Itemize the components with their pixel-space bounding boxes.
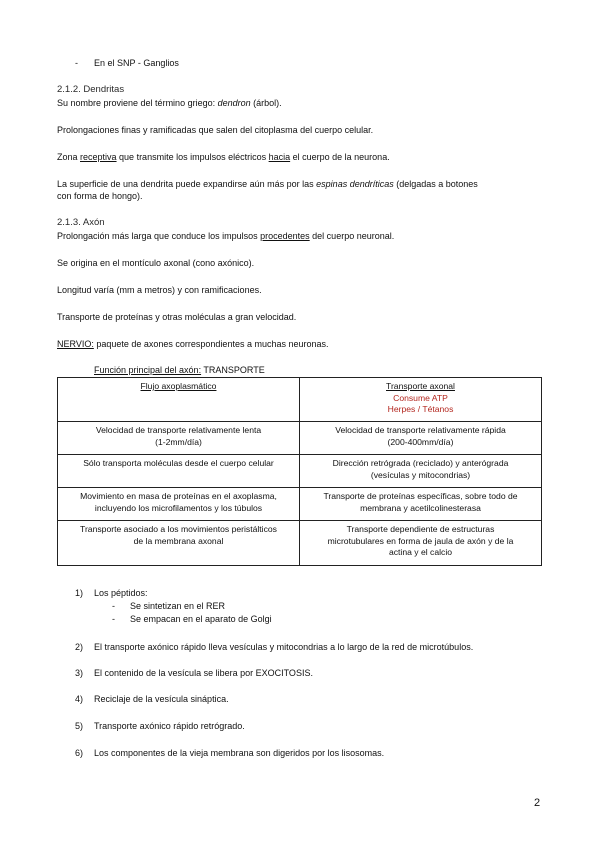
- step-number: 2): [75, 642, 84, 652]
- comparison-table: [57, 377, 542, 566]
- axon-paragraph-4: Transporte de proteínas y otras moléculas a gran velocidad.: [57, 312, 297, 322]
- table-cell: Transporte asociado a los movimientos peristálticos de la membrana axonal: [58, 521, 300, 566]
- table-row: [58, 455, 542, 488]
- intro-bullet-text: En el SNP - Ganglios: [94, 58, 179, 68]
- table-header-cell: Transporte axonal Consume ATP Herpes / Tétanos: [300, 378, 542, 422]
- step-text: Reciclaje de la vesícula sináptica.: [94, 694, 229, 704]
- table-row: [58, 422, 542, 455]
- table-cell: Transporte de proteínas específicas, sobre todo de membrana y acetilcolinesterasa: [300, 488, 542, 521]
- table-cell: Movimiento en masa de proteínas en el axoplasma, incluyendo los microfilamentos y los túbulos: [58, 488, 300, 521]
- table-header-cell: Flujo axoplasmático: [58, 378, 300, 422]
- table-cell: Sólo transporta moléculas desde el cuerpo celular: [58, 455, 300, 488]
- step-number: 3): [75, 668, 84, 678]
- table-row: [58, 488, 542, 521]
- table-header-row: [58, 378, 542, 422]
- step-text: Los péptidos:: [94, 588, 148, 598]
- dendritas-paragraph-3-line-2: con forma de hongo).: [57, 191, 143, 201]
- nervio-definition: NERVIO: paquete de axones correspondientes a muchas neuronas.: [57, 339, 329, 349]
- step-text: Transporte axónico rápido retrógrado.: [94, 721, 245, 731]
- step-text: El contenido de la vesícula se libera por EXOCITOSIS.: [94, 668, 313, 678]
- dendritas-paragraph-1: Prolongaciones finas y ramificadas que salen del citoplasma del cuerpo celular.: [57, 125, 374, 135]
- section-heading-dendritas: 2.1.2. Dendritas: [57, 84, 125, 95]
- axon-paragraph-1: Prolongación más larga que conduce los impulsos procedentes del cuerpo neuronal.: [57, 231, 395, 241]
- bullet-marker: -: [75, 58, 78, 68]
- function-line: Función principal del axón: TRANSPORTE: [94, 365, 265, 375]
- page-number: 2: [534, 797, 541, 809]
- step-number: 6): [75, 748, 84, 758]
- step-number: 5): [75, 721, 84, 731]
- substep-marker: -: [112, 601, 115, 611]
- axon-paragraph-3: Longitud varía (mm a metros) y con ramificaciones.: [57, 285, 262, 295]
- substep-text: Se sintetizan en el RER: [130, 601, 226, 611]
- table-cell: Velocidad de transporte relativamente rápida (200-400mm/día): [300, 422, 542, 455]
- step-number: 4): [75, 694, 84, 704]
- table-cell: Dirección retrógrada (reciclado) y anterógrada (vesículas y mitocondrias): [300, 455, 542, 488]
- table-row: [58, 521, 542, 566]
- dendritas-origin: Su nombre proviene del término griego: dendron (árbol).: [57, 98, 282, 108]
- section-heading-axon: 2.1.3. Axón: [57, 217, 105, 228]
- dendritas-paragraph-3: La superficie de una dendrita puede expandirse aún más por las espinas dendríticas (delgadas a botones: [57, 179, 478, 189]
- step-text: Los componentes de la vieja membrana son digeridos por los lisosomas.: [94, 748, 385, 758]
- table-cell: Velocidad de transporte relativamente lenta (1-2mm/día): [58, 422, 300, 455]
- axon-paragraph-2: Se origina en el montículo axonal (cono axónico).: [57, 258, 255, 268]
- step-number: 1): [75, 588, 84, 598]
- substep-text: Se empacan en el aparato de Golgi: [130, 614, 272, 624]
- dendritas-paragraph-2: Zona receptiva que transmite los impulsos eléctricos hacia el cuerpo de la neurona.: [57, 152, 390, 162]
- table-cell: Transporte dependiente de estructuras microtubulares en forma de jaula de axón y de la actina y el calcio: [300, 521, 542, 566]
- substep-marker: -: [112, 614, 115, 624]
- step-text: El transporte axónico rápido lleva vesículas y mitocondrias a lo largo de la red de microtúbulos.: [94, 642, 474, 652]
